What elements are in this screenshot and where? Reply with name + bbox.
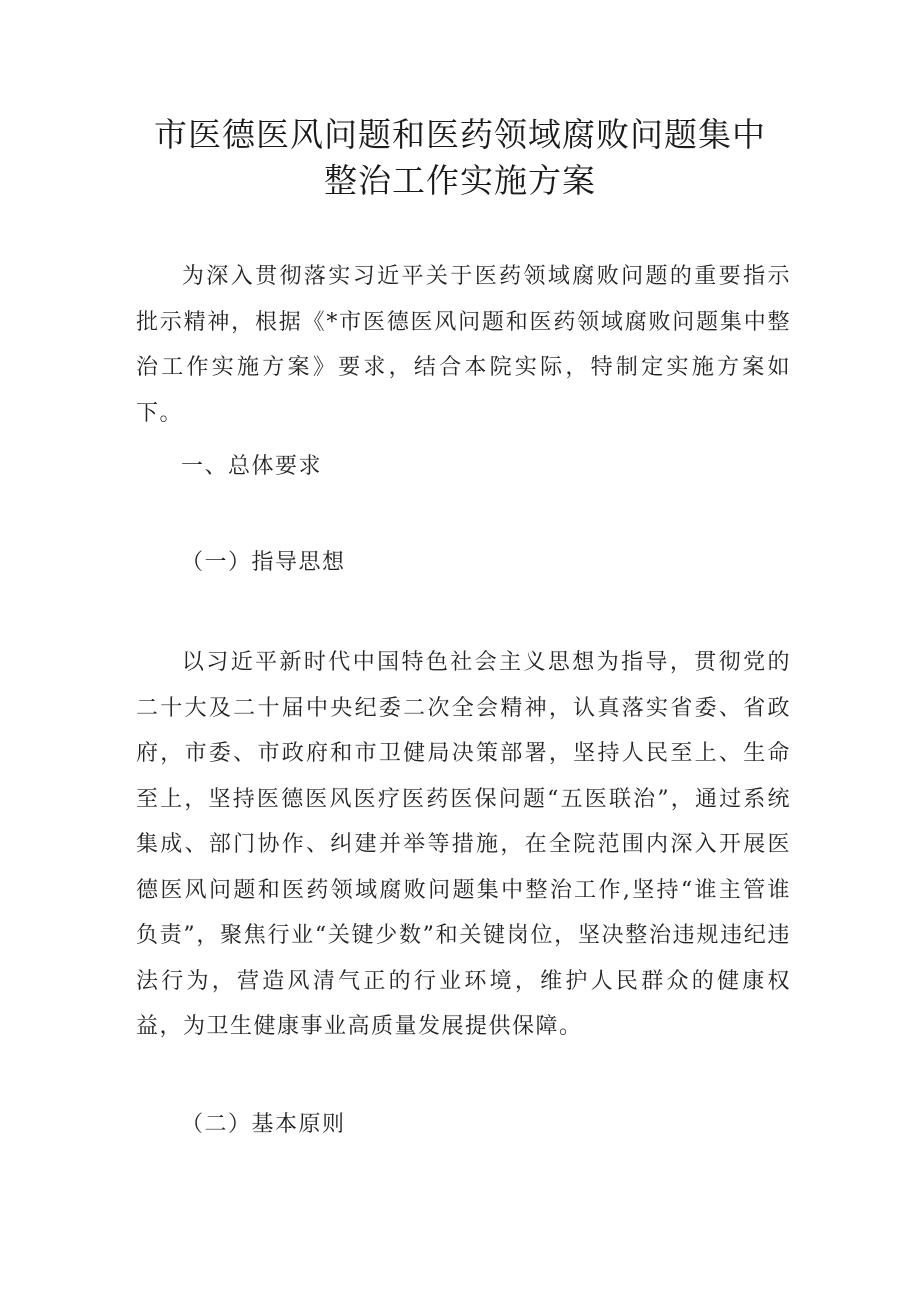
intro-paragraph-text: 为深入贯彻落实习近平关于医药领域腐败问题的重要指示批示精神，根据《*市医德医风问题和医药领域腐败问题集中整治工作实施方案》要求，结合本院实际，特制定实施方案如下。 [136,264,791,426]
subsection-heading-basic-principles: （二）基本原则 [181,1112,346,1137]
intro-paragraph [136,254,791,436]
document-title-line-2: 整治工作实施方案 [324,161,596,200]
subsection-heading-guiding-ideology: （一）指导思想 [181,550,346,575]
guiding-ideology-paragraph-text: 以习近平新时代中国特色社会主义思想为指导，贯彻党的二十大及二十届中央纪委二次全会精神，认真落实省委、省政府，市委、市政府和市卫健局决策部署，坚持人民至上、生命至上，坚持医德医风医疗医药医保问题“五医联治”，通过系统集成、部门协作、纠建并举等措施，在全院范围内深入开展医德医风问题和医药领域腐败问题集中整治工作,坚持“谁主管谁负责”，聚焦行业“关键少数”和关键岗位，坚决整治违规违纪违法行为，营造风清气正的行业环境，维护人民群众的健康权益，为卫生健康事业高质量发展提供保障。 [136,650,791,1039]
guiding-ideology-paragraph [136,640,791,1050]
document-title-line-1: 市医德医风问题和医药领域腐败问题集中 [154,115,766,154]
section-heading-general-requirements: 一、总体要求 [181,454,323,479]
